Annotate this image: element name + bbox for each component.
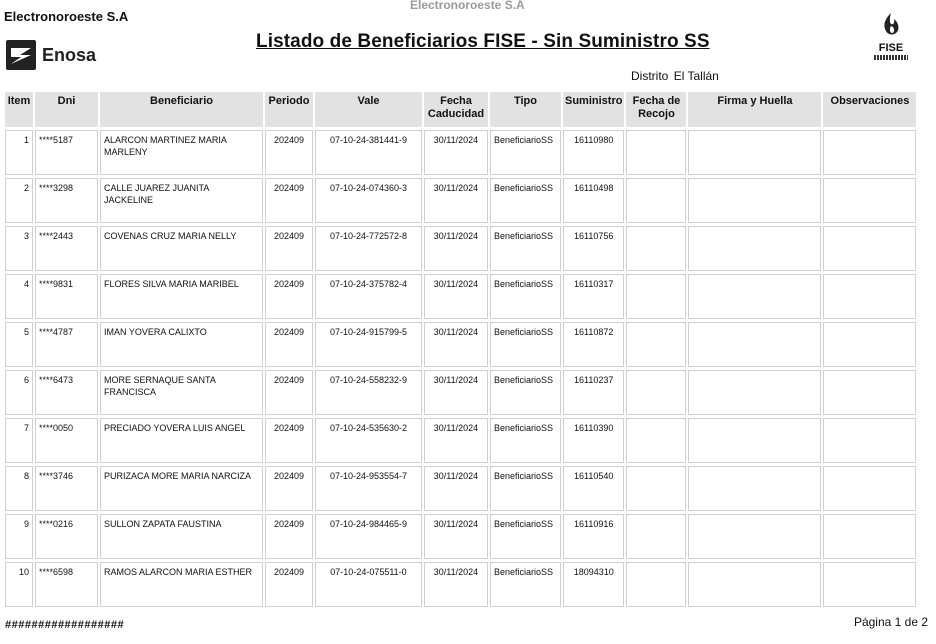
cell-item: 3 xyxy=(5,226,33,271)
cell-periodo: 202409 xyxy=(265,562,313,607)
col-header-beneficiario: Beneficiario xyxy=(100,92,263,127)
cell-fecha-recojo[interactable] xyxy=(626,226,686,271)
cell-suministro: 16110756 xyxy=(563,226,624,271)
cell-dni: ****9831 xyxy=(35,274,98,319)
cell-observaciones[interactable] xyxy=(823,274,916,319)
cell-fecha-recojo[interactable] xyxy=(626,274,686,319)
cell-fecha-recojo[interactable] xyxy=(626,466,686,511)
cell-periodo: 202409 xyxy=(265,514,313,559)
cell-firma-huella[interactable] xyxy=(688,514,821,559)
table-row xyxy=(5,322,916,367)
cell-dni: ****3746 xyxy=(35,466,98,511)
cell-fecha-caducidad: 30/11/2024 xyxy=(424,130,488,175)
cell-tipo: BeneficiarioSS xyxy=(490,370,561,415)
cell-vale: 07-10-24-984465-9 xyxy=(315,514,422,559)
cell-observaciones[interactable] xyxy=(823,322,916,367)
cell-fecha-caducidad: 30/11/2024 xyxy=(424,226,488,271)
cell-fecha-recojo[interactable] xyxy=(626,418,686,463)
cell-tipo: BeneficiarioSS xyxy=(490,562,561,607)
table-row xyxy=(5,130,916,175)
district-value: El Tallán xyxy=(673,69,719,83)
table-row xyxy=(5,514,916,559)
col-header-observaciones: Observaciones xyxy=(823,92,916,127)
cell-vale: 07-10-24-953554-7 xyxy=(315,466,422,511)
cell-item: 1 xyxy=(5,130,33,175)
cell-firma-huella[interactable] xyxy=(688,466,821,511)
cell-item: 4 xyxy=(5,274,33,319)
cell-dni: ****0050 xyxy=(35,418,98,463)
col-header-item: Item xyxy=(5,92,33,127)
cell-periodo: 202409 xyxy=(265,370,313,415)
cell-observaciones[interactable] xyxy=(823,418,916,463)
cell-beneficiario: SULLON ZAPATA FAUSTINA xyxy=(100,514,263,559)
cell-fecha-caducidad: 30/11/2024 xyxy=(424,322,488,367)
company-name-center: Electronoroeste S.A xyxy=(410,0,525,12)
cell-tipo: BeneficiarioSS xyxy=(490,178,561,223)
cell-vale: 07-10-24-375782-4 xyxy=(315,274,422,319)
cell-tipo: BeneficiarioSS xyxy=(490,514,561,559)
cell-suministro: 16110390 xyxy=(563,418,624,463)
cell-firma-huella[interactable] xyxy=(688,418,821,463)
cell-dni: ****5187 xyxy=(35,130,98,175)
cell-observaciones[interactable] xyxy=(823,178,916,223)
enosa-logo xyxy=(6,40,96,70)
col-header-tipo: Tipo xyxy=(490,92,561,127)
cell-observaciones[interactable] xyxy=(823,514,916,559)
fise-logo-text: FISE xyxy=(878,42,904,54)
beneficiaries-table xyxy=(3,89,918,610)
cell-beneficiario: FLORES SILVA MARIA MARIBEL xyxy=(100,274,263,319)
cell-fecha-recojo[interactable] xyxy=(626,370,686,415)
cell-periodo: 202409 xyxy=(265,322,313,367)
page-number: Página 1 de 2 xyxy=(853,615,928,629)
cell-vale: 07-10-24-772572-8 xyxy=(315,226,422,271)
col-header-firma-huella: Firma y Huella xyxy=(688,92,821,127)
table-row xyxy=(5,562,916,607)
cell-item: 10 xyxy=(5,562,33,607)
col-header-suministro: Suministro xyxy=(563,92,624,127)
footer-hash-marks: ################## xyxy=(5,619,125,631)
cell-beneficiario: ALARCON MARTINEZ MARIA MARLENY xyxy=(100,130,263,175)
cell-periodo: 202409 xyxy=(265,466,313,511)
company-name-top: Electronoroeste S.A xyxy=(4,9,129,24)
fise-logo xyxy=(868,12,914,60)
cell-beneficiario: PRECIADO YOVERA LUIS ANGEL xyxy=(100,418,263,463)
cell-fecha-recojo[interactable] xyxy=(626,562,686,607)
cell-beneficiario: MORE SERNAQUE SANTA FRANCISCA xyxy=(100,370,263,415)
cell-item: 6 xyxy=(5,370,33,415)
cell-suministro: 16110980 xyxy=(563,130,624,175)
cell-observaciones[interactable] xyxy=(823,130,916,175)
col-header-fecha-caducidad: Fecha Caducidad xyxy=(424,92,488,127)
table-header-row xyxy=(5,92,916,127)
cell-beneficiario: IMAN YOVERA CALIXTO xyxy=(100,322,263,367)
fise-logo-subtext xyxy=(874,55,908,60)
cell-beneficiario: COVENAS CRUZ MARIA NELLY xyxy=(100,226,263,271)
flame-icon xyxy=(880,12,902,38)
table-row xyxy=(5,418,916,463)
cell-tipo: BeneficiarioSS xyxy=(490,130,561,175)
cell-beneficiario: CALLE JUAREZ JUANITA JACKELINE xyxy=(100,178,263,223)
enosa-logo-icon xyxy=(6,40,36,70)
cell-fecha-recojo[interactable] xyxy=(626,514,686,559)
table-row xyxy=(5,178,916,223)
cell-suministro: 16110237 xyxy=(563,370,624,415)
cell-vale: 07-10-24-381441-9 xyxy=(315,130,422,175)
cell-item: 8 xyxy=(5,466,33,511)
cell-dni: ****6473 xyxy=(35,370,98,415)
district xyxy=(631,69,719,83)
cell-item: 9 xyxy=(5,514,33,559)
cell-tipo: BeneficiarioSS xyxy=(490,418,561,463)
cell-observaciones[interactable] xyxy=(823,562,916,607)
cell-periodo: 202409 xyxy=(265,226,313,271)
cell-firma-huella[interactable] xyxy=(688,130,821,175)
cell-suministro: 16110317 xyxy=(563,274,624,319)
col-header-periodo: Periodo xyxy=(265,92,313,127)
cell-suministro: 16110498 xyxy=(563,178,624,223)
cell-firma-huella[interactable] xyxy=(688,226,821,271)
cell-dni: ****4787 xyxy=(35,322,98,367)
cell-suministro: 16110540 xyxy=(563,466,624,511)
cell-observaciones[interactable] xyxy=(823,466,916,511)
cell-fecha-caducidad: 30/11/2024 xyxy=(424,418,488,463)
cell-tipo: BeneficiarioSS xyxy=(490,466,561,511)
cell-fecha-recojo[interactable] xyxy=(626,178,686,223)
document-title: Listado de Beneficiarios FISE - Sin Suministro SS xyxy=(256,31,710,52)
cell-observaciones[interactable] xyxy=(823,226,916,271)
enosa-logo-text: Enosa xyxy=(42,44,97,65)
cell-periodo: 202409 xyxy=(265,178,313,223)
cell-vale: 07-10-24-535630-2 xyxy=(315,418,422,463)
cell-vale: 07-10-24-558232-9 xyxy=(315,370,422,415)
cell-vale: 07-10-24-074360-3 xyxy=(315,178,422,223)
cell-beneficiario: RAMOS ALARCON MARIA ESTHER xyxy=(100,562,263,607)
cell-fecha-caducidad: 30/11/2024 xyxy=(424,514,488,559)
cell-fecha-caducidad: 30/11/2024 xyxy=(424,370,488,415)
cell-fecha-caducidad: 30/11/2024 xyxy=(424,562,488,607)
cell-fecha-caducidad: 30/11/2024 xyxy=(424,466,488,511)
cell-fecha-recojo[interactable] xyxy=(626,322,686,367)
cell-dni: ****2443 xyxy=(35,226,98,271)
cell-dni: ****0216 xyxy=(35,514,98,559)
cell-fecha-caducidad: 30/11/2024 xyxy=(424,178,488,223)
col-header-dni: Dni xyxy=(35,92,98,127)
cell-periodo: 202409 xyxy=(265,130,313,175)
table-row xyxy=(5,226,916,271)
cell-firma-huella[interactable] xyxy=(688,322,821,367)
cell-firma-huella[interactable] xyxy=(688,370,821,415)
table-row xyxy=(5,466,916,511)
cell-item: 7 xyxy=(5,418,33,463)
cell-vale: 07-10-24-915799-5 xyxy=(315,322,422,367)
table-row xyxy=(5,370,916,415)
district-label: Distrito xyxy=(631,69,669,83)
cell-item: 5 xyxy=(5,322,33,367)
cell-fecha-caducidad: 30/11/2024 xyxy=(424,274,488,319)
col-header-fecha-recojo: Fecha de Recojo xyxy=(626,92,686,127)
cell-firma-huella[interactable] xyxy=(688,562,821,607)
cell-dni: ****3298 xyxy=(35,178,98,223)
cell-firma-huella[interactable] xyxy=(688,274,821,319)
table-row xyxy=(5,274,916,319)
cell-tipo: BeneficiarioSS xyxy=(490,274,561,319)
cell-observaciones[interactable] xyxy=(823,370,916,415)
cell-tipo: BeneficiarioSS xyxy=(490,322,561,367)
cell-fecha-recojo[interactable] xyxy=(626,130,686,175)
cell-periodo: 202409 xyxy=(265,418,313,463)
cell-suministro: 16110916 xyxy=(563,514,624,559)
cell-firma-huella[interactable] xyxy=(688,178,821,223)
cell-beneficiario: PURIZACA MORE MARIA NARCIZA xyxy=(100,466,263,511)
cell-vale: 07-10-24-075511-0 xyxy=(315,562,422,607)
cell-item: 2 xyxy=(5,178,33,223)
cell-suministro: 18094310 xyxy=(563,562,624,607)
cell-tipo: BeneficiarioSS xyxy=(490,226,561,271)
cell-dni: ****6598 xyxy=(35,562,98,607)
cell-suministro: 16110872 xyxy=(563,322,624,367)
col-header-vale: Vale xyxy=(315,92,422,127)
cell-periodo: 202409 xyxy=(265,274,313,319)
